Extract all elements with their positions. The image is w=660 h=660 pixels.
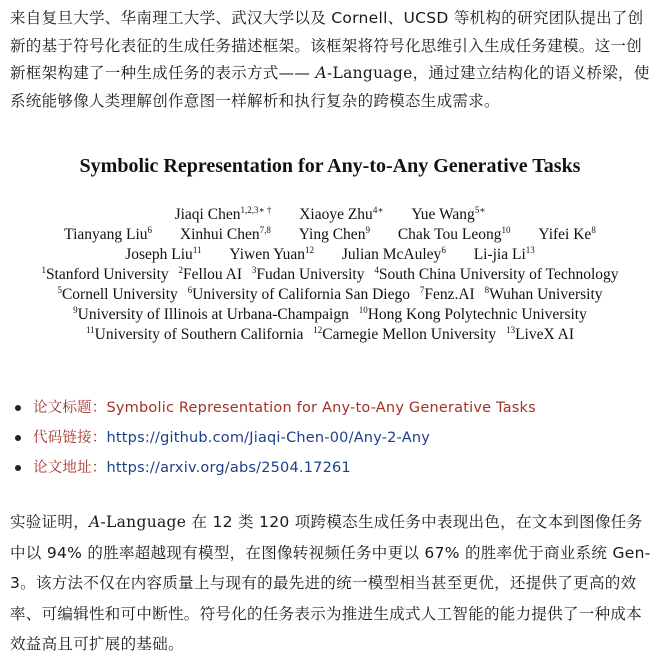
affiliation [73,305,349,325]
author-superscript: 9 [365,225,370,235]
author-text: Li-jia Li [473,246,526,263]
results-text-1: 实验证明， [10,513,90,531]
affiliation-text: University of Southern California [94,326,304,343]
author-text: Chak Tou Leong [397,226,502,243]
author-text: Ying Chen [298,226,366,243]
affiliation-text: Carnegie Mellon University [322,326,497,343]
affiliation [57,285,177,305]
affiliation-superscript: 2 [178,265,184,275]
a-language-symbol: A [315,64,327,82]
paper-links-list [15,393,536,483]
a-language-symbol: A [89,513,101,531]
paper-url-link[interactable]: https://arxiv.org/abs/2504.17261 [106,460,351,476]
affiliation-text: University of California San Diego [192,286,410,303]
author-row [0,205,660,225]
author-text: Yifei Ke [538,226,592,243]
code-link-label: 代码链接： [33,430,107,446]
a-language-suffix: -Language [100,513,187,531]
affiliation-row [0,305,660,325]
affiliation-superscript: 13 [506,325,516,335]
results-paragraph [10,507,652,660]
list-item-code-link [15,423,536,453]
author-name [398,225,511,245]
affiliation-text: Fenz.AI [424,286,475,303]
affiliation-text: South China University of Technology [378,266,619,283]
affiliation [179,265,243,285]
author-superscript: 13 [525,245,535,255]
affiliation-superscript: 4 [374,265,379,275]
author-name [180,225,271,245]
author-name [299,205,383,225]
affiliation [485,285,603,305]
author-name [299,225,370,245]
author-name [411,205,485,225]
author-superscript: 8 [591,225,596,235]
author-text: Jiaqi Chen [174,206,241,223]
affiliation-row [0,265,660,285]
author-text: Xiaoye Zhu [299,206,373,223]
affiliation-superscript: 11 [85,325,95,335]
author-superscript: 6 [147,225,153,235]
affiliation [86,325,303,345]
affiliation-superscript: 6 [187,285,193,295]
author-name [538,225,595,245]
list-item-paper-url [15,453,536,483]
author-text: Tianyang Liu [64,226,148,243]
author-text: Yiwen Yuan [229,246,305,263]
affiliation-text: University of Illinois at Urbana-Champaign [77,306,349,323]
author-name [175,205,272,225]
author-superscript: 7,8 [259,225,271,235]
affiliation-text: Hong Kong Polytechnic University [367,306,587,323]
author-row [0,225,660,245]
affiliation-text: LiveX AI [515,326,575,343]
affiliation-text: Fudan University [256,266,365,283]
author-name [342,245,446,265]
affiliation-text: Fellou AI [183,266,243,283]
author-name [64,225,152,245]
paper-title-label: 论文标题： [33,400,107,416]
a-language-term [315,64,412,82]
affiliation-row [0,285,660,305]
a-language-suffix: -Language [326,64,413,82]
author-superscript: 6 [441,245,446,255]
paper-title-value: Symbolic Representation for Any-to-Any Generative Tasks [106,400,536,416]
author-text: Xinhui Chen [179,226,260,243]
affiliation-superscript: 8 [484,285,490,295]
affiliation [420,285,475,305]
author-block [0,205,660,345]
author-name [474,245,535,265]
affiliation [359,305,587,325]
affiliation-row [0,325,660,345]
affiliation-superscript: 5 [57,285,62,295]
bullet-icon [15,465,21,471]
affiliation-superscript: 10 [358,305,368,315]
intro-text-1: 来自复旦大学、华南理工大学、武汉大学以及 Cornell、UCSD 等机构的研究团队提出了创新的基于符号化表征的生成任务描述框架。该框架将符号化思维引入生成任务建模。这一创新框架构建了一种生成任务的表示方式—— [10,9,644,82]
bullet-icon [15,405,21,411]
intro-text-2: ，通过建立结构化的语义桥梁，使系统能够像人类理解创作意图一样解析和执行复杂的跨模态生成需求。 [10,64,650,110]
author-row [0,245,660,265]
code-link[interactable]: https://github.com/Jiaqi-Chen-00/Any-2-Any [106,430,430,446]
author-name [229,245,314,265]
affiliation-superscript: 7 [419,285,425,295]
affiliation-superscript: 9 [73,305,78,315]
bullet-icon [15,435,21,441]
affiliation-text: Wuhan University [489,286,603,303]
affiliation [506,325,574,345]
affiliation [41,265,168,285]
affiliation-superscript: 12 [313,325,323,335]
affiliation [374,265,618,285]
affiliation-superscript: 1 [41,265,46,275]
list-item-paper-title [15,393,536,423]
author-superscript: 4∗ [372,205,384,215]
a-language-term [89,513,186,531]
affiliation-text: Cornell University [61,286,178,303]
affiliation [188,285,410,305]
author-text: Yue Wang [411,206,475,223]
author-superscript: 12 [304,245,314,255]
affiliation [252,265,365,285]
results-text-2: 在 12 类 120 项跨模态生成任务中表现出色，在文本到图像任务中以 94% 的胜率超越现有模型，在图像转视频任务中更以 67% 的胜率优于商业系统 Gen-3。该方法不仅在内容质量上与现有的最先进的统一模型相当甚至更优，还提供了更高的效率、可编辑性和可中断性。符号化的任务表示为推进生成式人工智能的能力提供了一种成本效益高且可扩展的基础。 [10,513,651,653]
affiliation-text: Stanford University [45,266,169,283]
paper-title: Symbolic Representation for Any-to-Any Generative Tasks [79,155,581,177]
author-superscript: 11 [192,245,202,255]
author-superscript: 1,2,3∗ † [240,205,272,215]
author-superscript: 5∗ [474,205,486,215]
affiliation-superscript: 3 [251,265,257,275]
author-name [125,245,201,265]
affiliation [313,325,496,345]
author-text: Julian McAuley [341,246,442,263]
paper-url-label: 论文地址： [33,460,107,476]
author-superscript: 10 [501,225,511,235]
intro-paragraph [10,5,652,115]
author-text: Joseph Liu [125,246,193,263]
